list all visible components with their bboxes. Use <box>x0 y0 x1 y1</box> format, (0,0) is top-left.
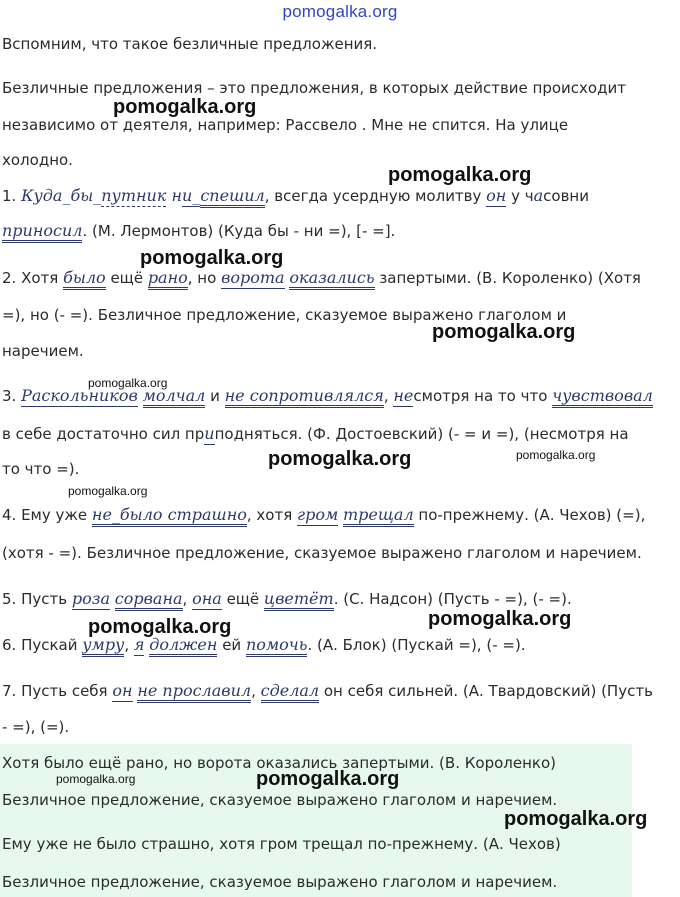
definition-line-3: холодно. <box>2 151 73 169</box>
sentence-text: по-прежнему. (А. Чехов) (=), <box>413 506 646 524</box>
predicate-underlined: было <box>63 268 106 290</box>
example-5-line-1 <box>2 588 572 610</box>
example-3-line-3: то что =). <box>2 460 80 478</box>
predicate-underlined: молчал <box>143 386 206 408</box>
example-2-line-3: наречием. <box>2 342 84 360</box>
watermark: pomogalka.org <box>56 772 136 786</box>
example-7-line-2: - =), (=). <box>2 718 70 736</box>
definition-line-2: независимо от деятеля, например: Рассвело . Мне не спится. На улице <box>2 116 569 134</box>
predicate-underlined: цветёт <box>264 589 334 611</box>
predicate-underlined: помочь <box>246 635 308 657</box>
example-number: 2. Хотя <box>2 269 64 287</box>
predicate-underlined: не_было страшно <box>92 505 247 527</box>
sentence-text: . (С. Надсон) (Пусть - =), (- =). <box>333 590 572 608</box>
watermark: pomogalka.org <box>504 808 648 830</box>
handwritten-word: Куда_бы_ <box>21 186 102 205</box>
predicate-underlined: рано <box>148 268 188 290</box>
predicate-underlined: приносил <box>2 221 82 243</box>
sentence-text: ей <box>217 636 246 654</box>
example-4-line-2: (хотя - =). Безличное предложение, сказуемое выражено глаголом и наречием. <box>2 544 642 562</box>
answer-line-3: Ему уже не было страшно, хотя гром трещал по-прежнему. (А. Чехов) <box>2 835 561 853</box>
example-number: 3. <box>2 387 22 405</box>
predicate-underlined: оказались <box>289 268 374 290</box>
example-number: 5. Пусть <box>2 590 72 608</box>
watermark: pomogalka.org <box>432 321 576 343</box>
subject-underlined: гром <box>296 505 339 524</box>
sentence-text: , всегда усердную молитву <box>264 187 487 205</box>
sentence-text: , <box>383 387 394 405</box>
subject-underlined: она <box>192 589 222 608</box>
example-2-line-1 <box>2 267 641 289</box>
sentence-text: , <box>124 636 134 654</box>
example-number: 7. Пусть себя <box>2 682 113 700</box>
predicate-underlined: сделал <box>261 681 319 703</box>
example-number: 4. Ему уже <box>2 506 92 524</box>
sentence-text: ещё <box>221 590 264 608</box>
predicate-underlined: спешил <box>200 186 264 208</box>
sentence-text: , <box>182 590 193 608</box>
handwritten-word: не <box>393 386 414 405</box>
definition-line-1: Безличные предложения – это предложения, в которых действие происходит <box>2 79 626 97</box>
subject-underlined: роза <box>71 589 110 608</box>
watermark: pomogalka.org <box>68 484 148 498</box>
site-name-header: pomogalka.org <box>282 2 398 21</box>
subject-underlined: он <box>486 186 507 205</box>
example-1-line-1 <box>2 185 589 207</box>
watermark: pomogalka.org <box>140 247 284 269</box>
predicate-underlined: умру <box>82 635 124 657</box>
handwritten-word: н <box>166 186 183 205</box>
sentence-text: подняться. (Ф. Достоевский) (- = и =), (несмотря на <box>214 425 629 443</box>
sentence-text: . (А. Блок) (Пускай =), (- =). <box>307 636 526 654</box>
handwritten-letter: и <box>204 424 215 443</box>
example-2-line-2: =), но (- =). Безличное предложение, сказуемое выражено глаголом и <box>2 306 567 324</box>
answer-line-4: Безличное предложение, сказуемое выражено глаголом и наречием. <box>2 873 558 891</box>
intro-text: Вспомним, что такое безличные предложения. <box>2 35 378 53</box>
predicate-underlined: трещал <box>343 505 414 527</box>
example-number: 1. <box>2 187 22 205</box>
subject-underlined: он <box>112 681 133 700</box>
handwritten-word: и_ <box>182 186 201 205</box>
sentence-text: в себе достаточно сил пр <box>2 425 205 443</box>
watermark: pomogalka.org <box>256 768 400 790</box>
predicate-underlined: не прославил <box>137 681 251 703</box>
watermark: pomogalka.org <box>88 376 168 390</box>
sentence-text: смотря на то что <box>413 387 553 405</box>
sentence-text: он себя сильней. (А. Твардовский) (Пусть <box>319 682 653 700</box>
watermark: pomogalka.org <box>388 164 532 186</box>
predicate-underlined: чувствовал <box>552 386 653 408</box>
watermark: pomogalka.org <box>268 448 412 470</box>
sentence-text: , но <box>187 269 222 287</box>
example-6-line-1 <box>2 634 526 656</box>
predicate-underlined: не сопротивлялся <box>225 386 384 408</box>
predicate-underlined: сорвана <box>115 589 183 611</box>
predicate-underlined: должен <box>149 635 217 657</box>
sentence-text: и <box>205 387 225 405</box>
handwritten-letter: а <box>533 186 544 205</box>
subject-underlined: Раскольников <box>21 386 138 405</box>
subject-underlined: путник <box>101 186 167 205</box>
example-number: 6. Пускай <box>2 636 83 654</box>
answer-line-1: Хотя было ещё рано, но ворота оказались запертыми. (В. Короленко) <box>2 754 556 772</box>
watermark: pomogalka.org <box>428 608 572 630</box>
example-1-line-2 <box>2 220 395 242</box>
sentence-text: ещё <box>105 269 148 287</box>
sentence-text: запертыми. (В. Короленко) (Хотя <box>374 269 641 287</box>
sentence-text: , <box>251 682 261 700</box>
subject-underlined: я <box>133 635 145 654</box>
sentence-text: , хотя <box>246 506 297 524</box>
watermark: pomogalka.org <box>88 616 232 638</box>
answer-line-2: Безличное предложение, сказуемое выражено глаголом и наречием. <box>2 791 558 809</box>
watermark: pomogalka.org <box>113 96 257 118</box>
example-3-line-2 <box>2 423 629 445</box>
example-4-line-1 <box>2 504 645 526</box>
watermark: pomogalka.org <box>516 448 596 462</box>
subject-underlined: ворота <box>221 268 285 287</box>
sentence-text: у ч <box>506 187 534 205</box>
example-7-line-1 <box>2 680 653 702</box>
sentence-text: . (М. Лермонтов) (Куда бы - ни =), [- =]. <box>82 222 396 240</box>
sentence-text: совни <box>543 187 589 205</box>
